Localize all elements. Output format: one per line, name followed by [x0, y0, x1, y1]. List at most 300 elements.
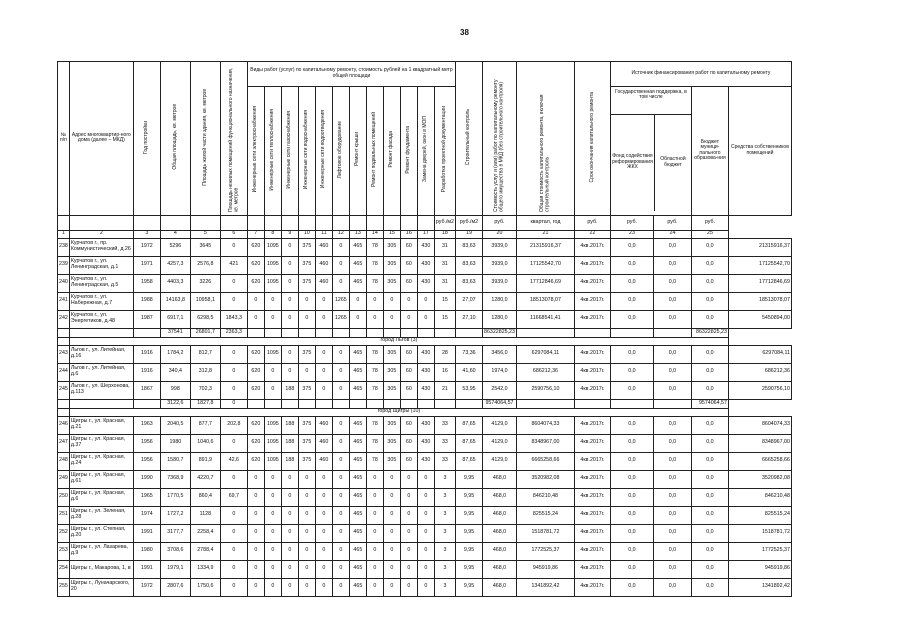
table-cell: 0,0 — [653, 542, 691, 560]
table-cell: 4129,0 — [483, 452, 517, 470]
table-cell: 0 — [247, 560, 264, 578]
group-spacer — [58, 337, 70, 345]
subtotal-cell — [610, 399, 653, 408]
table-cell: 465 — [349, 381, 366, 399]
table-cell: 0 — [417, 488, 434, 506]
subtotal-cell — [400, 399, 417, 408]
table-cell: 0,0 — [610, 560, 653, 578]
table-cell: 0 — [366, 292, 383, 310]
table-cell: 0 — [366, 310, 383, 328]
table-cell: 0 — [264, 310, 281, 328]
subtotal-cell — [366, 399, 383, 408]
table-cell: 0,0 — [653, 238, 691, 256]
table-cell: 305 — [383, 363, 400, 381]
table-cell: 1987 — [133, 310, 160, 328]
table-cell: 247 — [58, 434, 70, 452]
subtotal-cell — [332, 399, 349, 408]
table-cell: 3520982,08 — [516, 470, 574, 488]
table-cell: 7368,9 — [160, 470, 190, 488]
table-cell: 620 — [247, 416, 264, 434]
table-cell: 42,6 — [220, 452, 247, 470]
column-number: 11 — [315, 230, 332, 238]
column-number: 3 — [133, 230, 160, 238]
table-cell: 0,0 — [610, 452, 653, 470]
table-cell: 254 — [58, 560, 70, 578]
table-cell: 0 — [298, 292, 315, 310]
table-cell: 1040,6 — [190, 434, 220, 452]
column-number: 20 — [483, 230, 517, 238]
table-row — [58, 256, 792, 274]
address-cell: Льгов г., ул. Литейная, д.16 — [69, 345, 133, 363]
subtotal-cell — [349, 399, 366, 408]
table-cell: 16 — [434, 363, 455, 381]
group-heading: город Льгов (3) — [69, 337, 728, 345]
subtotal-cell — [434, 399, 455, 408]
table-cell: 78 — [366, 452, 383, 470]
table-cell: 250 — [58, 488, 70, 506]
table-cell: 375 — [298, 238, 315, 256]
table-cell: 0,0 — [653, 560, 691, 578]
table-cell: 0 — [298, 542, 315, 560]
table-cell: 1095 — [264, 274, 281, 292]
table-cell: 0 — [417, 578, 434, 596]
table-cell: 468,0 — [483, 506, 517, 524]
table-cell: 686212,36 — [516, 363, 574, 381]
table-cell: 0 — [332, 506, 349, 524]
table-cell: 188 — [281, 381, 298, 399]
table-cell: 17125542,70 — [728, 256, 791, 274]
table-cell: 60 — [400, 345, 417, 363]
header-total-area: Общая площадь, кв. метров — [160, 62, 190, 216]
table-cell: 15 — [434, 292, 455, 310]
table-cell: 6298,5 — [190, 310, 220, 328]
table-cell: 1772525,37 — [728, 542, 791, 560]
table-cell: 0 — [298, 578, 315, 596]
table-cell: 465 — [349, 416, 366, 434]
table-cell: 0 — [298, 310, 315, 328]
subtotal-cell — [315, 328, 332, 337]
table-cell: 0,0 — [691, 274, 728, 292]
table-row — [58, 434, 792, 452]
table-cell: 245 — [58, 381, 70, 399]
column-number: 7 — [247, 230, 264, 238]
table-cell: 465 — [349, 488, 366, 506]
subtotal-cell — [574, 399, 610, 408]
column-number: 16 — [400, 230, 417, 238]
table-cell: 0 — [281, 310, 298, 328]
table-cell: 248 — [58, 452, 70, 470]
table-cell: 53,95 — [456, 381, 483, 399]
table-cell: 1916 — [133, 363, 160, 381]
table-cell: 3708,6 — [160, 542, 190, 560]
subtotal-cell: 1827,8 — [190, 399, 220, 408]
units-cell — [366, 215, 383, 230]
table-cell: 945919,86 — [728, 560, 791, 578]
table-cell: 31 — [434, 274, 455, 292]
table-cell: 78 — [366, 416, 383, 434]
units-cell — [160, 215, 190, 230]
subtotal-cell — [58, 328, 70, 337]
table-cell: 0 — [366, 524, 383, 542]
table-cell: 846210,48 — [516, 488, 574, 506]
table-cell: 60 — [400, 416, 417, 434]
table-cell: 3939,0 — [483, 274, 517, 292]
table-cell: 305 — [383, 416, 400, 434]
table-cell: 0 — [264, 578, 281, 596]
table-row — [58, 292, 792, 310]
subtotal-cell: 86322825,23 — [483, 328, 517, 337]
table-cell: 0,0 — [653, 310, 691, 328]
table-cell: 0,0 — [691, 238, 728, 256]
table-cell: 1956 — [133, 434, 160, 452]
subtotal-cell — [315, 399, 332, 408]
table-cell: 1916 — [133, 345, 160, 363]
table-cell: 877,7 — [190, 416, 220, 434]
table-cell: 1974,0 — [483, 363, 517, 381]
table-cell: 0 — [264, 542, 281, 560]
table-cell: 252 — [58, 524, 70, 542]
table-cell: 468,0 — [483, 524, 517, 542]
table-cell: 0,0 — [691, 310, 728, 328]
table-cell: 0 — [366, 542, 383, 560]
table-cell: 60 — [400, 434, 417, 452]
table-cell: 0 — [247, 488, 264, 506]
table-cell: 0 — [417, 470, 434, 488]
units-cell — [133, 215, 160, 230]
table-cell: 4кв.2017г. — [574, 256, 610, 274]
table-row — [58, 470, 792, 488]
subtotal-cell — [516, 328, 574, 337]
address-cell: Курчатов г., ул. Набережная, д.7 — [69, 292, 133, 310]
table-cell: 0 — [400, 310, 417, 328]
column-number: 18 — [434, 230, 455, 238]
table-cell: 421 — [220, 256, 247, 274]
table-cell: 1580,7 — [160, 452, 190, 470]
column-number: 13 — [349, 230, 366, 238]
table-cell: 0,0 — [691, 560, 728, 578]
table-cell: 1265 — [332, 292, 349, 310]
header-work-2: Инженерные сети теплоснабжения — [264, 86, 281, 215]
table-cell: 860,4 — [190, 488, 220, 506]
units-cell: руб./м2 — [434, 215, 455, 230]
table-cell: 0 — [281, 578, 298, 596]
table-cell: 4кв.2017г. — [574, 238, 610, 256]
table-cell: 8604074,33 — [516, 416, 574, 434]
units-cell — [315, 215, 332, 230]
table-cell: 3226 — [190, 274, 220, 292]
table-cell: 240 — [58, 274, 70, 292]
table-cell: 0 — [332, 381, 349, 399]
table-cell: 1980 — [160, 434, 190, 452]
table-cell: 0 — [332, 560, 349, 578]
table-cell: 0 — [366, 470, 383, 488]
header-year: Год постройки — [133, 62, 160, 216]
subtotal-cell — [349, 328, 366, 337]
units-cell — [58, 215, 70, 230]
table-cell: 0 — [298, 470, 315, 488]
table-cell: 33 — [434, 416, 455, 434]
units-cell: руб. — [610, 215, 653, 230]
table-cell: 0 — [366, 578, 383, 596]
table-cell: 0,0 — [610, 381, 653, 399]
table-cell: 0,0 — [610, 363, 653, 381]
table-cell: 3 — [434, 488, 455, 506]
table-cell: 846210,48 — [728, 488, 791, 506]
table-cell: 0,0 — [653, 488, 691, 506]
table-cell: 2590756,10 — [516, 381, 574, 399]
table-cell: 312,8 — [190, 363, 220, 381]
table-cell: 0 — [383, 524, 400, 542]
table-cell: 430 — [417, 452, 434, 470]
table-cell: 0 — [332, 470, 349, 488]
table-row — [58, 310, 792, 328]
table-cell: 998 — [160, 381, 190, 399]
table-cell: 78 — [366, 238, 383, 256]
address-cell: Щигры г., ул. Красная, д.61 — [69, 470, 133, 488]
table-cell: 4кв.2017г. — [574, 506, 610, 524]
table-cell: 188 — [281, 416, 298, 434]
table-cell: 465 — [349, 470, 366, 488]
table-cell: 4кв.2017г. — [574, 524, 610, 542]
table-cell: 0 — [281, 470, 298, 488]
subtotal-cell — [298, 399, 315, 408]
table-cell: 2576,8 — [190, 256, 220, 274]
table-cell: 60 — [400, 381, 417, 399]
table-cell: 0 — [349, 310, 366, 328]
table-cell: 1334,9 — [190, 560, 220, 578]
table-cell: 0 — [417, 292, 434, 310]
table-cell: 0,0 — [691, 381, 728, 399]
table-row — [58, 274, 792, 292]
address-cell: Щигры г., ул. Красная, д.21 — [69, 416, 133, 434]
table-cell: 0 — [332, 363, 349, 381]
table-cell: 238 — [58, 238, 70, 256]
table-cell: 0,0 — [653, 434, 691, 452]
units-cell: квартал, год — [516, 215, 574, 230]
header-construction-control: Строительный контроль — [456, 62, 483, 216]
table-cell: 0,0 — [610, 274, 653, 292]
table-cell: 3 — [434, 524, 455, 542]
table-cell: 6917,1 — [160, 310, 190, 328]
column-number: 15 — [383, 230, 400, 238]
table-cell: 1980 — [133, 542, 160, 560]
column-number: 1 — [58, 230, 70, 238]
group-heading: город Щигры (10) — [69, 408, 728, 416]
table-cell: 1958 — [133, 274, 160, 292]
table-cell: 0 — [366, 506, 383, 524]
table-cell: 4кв.2017г. — [574, 345, 610, 363]
table-cell: 1095 — [264, 345, 281, 363]
table-row — [58, 416, 792, 434]
table-cell: 0 — [332, 452, 349, 470]
subtotal-cell — [653, 399, 691, 408]
table-cell: 4кв.2017г. — [574, 452, 610, 470]
table-cell: 686212,36 — [728, 363, 791, 381]
table-cell: 0,0 — [691, 452, 728, 470]
table-cell: 0 — [247, 470, 264, 488]
table-cell: 1750,6 — [190, 578, 220, 596]
capital-repair-table — [57, 61, 792, 597]
table-cell: 73,36 — [456, 345, 483, 363]
table-row — [58, 452, 792, 470]
table-cell: 242 — [58, 310, 70, 328]
table-cell: 9,95 — [456, 578, 483, 596]
table-cell: 0 — [247, 506, 264, 524]
header-work-3: Инженерные сети газоснабжения — [281, 86, 298, 215]
table-cell: 243 — [58, 345, 70, 363]
subtotal-cell — [400, 328, 417, 337]
subtotal-cell: 37541 — [160, 328, 190, 337]
table-cell: 0 — [400, 542, 417, 560]
column-number: 10 — [298, 230, 315, 238]
subtotal-cell — [383, 328, 400, 337]
table-cell: 0 — [315, 345, 332, 363]
table-cell: 468,0 — [483, 578, 517, 596]
table-cell: 4129,0 — [483, 416, 517, 434]
table-cell: 0 — [383, 542, 400, 560]
header-state-support-label: Государственная поддержка, в том числе — [611, 87, 691, 115]
units-cell — [281, 215, 298, 230]
page-number: 38 — [460, 28, 469, 37]
table-cell: 0 — [220, 345, 247, 363]
table-cell: 8348967,00 — [516, 434, 574, 452]
table-cell: 83,63 — [456, 274, 483, 292]
column-number: 9 — [281, 230, 298, 238]
table-cell: 21315916,37 — [516, 238, 574, 256]
table-cell: 468,0 — [483, 470, 517, 488]
table-cell: 4кв.2017г. — [574, 363, 610, 381]
column-number: 25 — [691, 230, 728, 238]
table-cell: 0,0 — [610, 524, 653, 542]
subtotal-cell — [417, 328, 434, 337]
subtotal-cell — [69, 328, 133, 337]
table-cell: 430 — [417, 256, 434, 274]
table-cell: 0,0 — [653, 452, 691, 470]
table-cell: 17712846,69 — [516, 274, 574, 292]
table-cell: 0 — [383, 310, 400, 328]
table-cell: 0 — [247, 310, 264, 328]
header-total-cost: Общая стоимость капитального ремонта, включая строительный контроль — [516, 62, 574, 216]
header-unit-cost: Стоимость услуг и (или) работ по капитальному ремонту общего имущества в МКД (без строительного контроля) — [483, 62, 517, 216]
address-cell: Льгов г., ул. Шерхонова, д.113 — [69, 381, 133, 399]
subtotal-cell: 26801,7 — [190, 328, 220, 337]
table-cell: 6665258,66 — [516, 452, 574, 470]
units-cell: руб. — [483, 215, 517, 230]
table-cell: 305 — [383, 452, 400, 470]
header-work-9: Ремонт фасада — [383, 86, 400, 215]
subtotal-cell — [417, 399, 434, 408]
table-cell: 460 — [315, 416, 332, 434]
table-cell: 4кв.2017г. — [574, 381, 610, 399]
table-cell: 0 — [383, 578, 400, 596]
table-cell: 0,0 — [653, 524, 691, 542]
group-spacer — [58, 408, 70, 416]
table-cell: 0 — [281, 488, 298, 506]
table-cell: 1128 — [190, 506, 220, 524]
table-cell: 620 — [247, 363, 264, 381]
header-living-area: Площадь жилой части здания, кв. метров — [190, 62, 220, 216]
table-cell: 0 — [220, 434, 247, 452]
table-cell: 702,3 — [190, 381, 220, 399]
subtotal-cell — [298, 328, 315, 337]
table-cell: 0 — [315, 381, 332, 399]
column-number: 22 — [574, 230, 610, 238]
table-cell: 1095 — [264, 256, 281, 274]
table-cell: 0 — [264, 488, 281, 506]
subtotal-cell — [653, 328, 691, 337]
table-cell: 0,0 — [610, 416, 653, 434]
table-cell: 0 — [332, 274, 349, 292]
table-cell: 87,65 — [456, 434, 483, 452]
table-cell: 0 — [281, 542, 298, 560]
table-row — [58, 578, 792, 596]
table-cell: 0 — [247, 524, 264, 542]
units-cell — [400, 215, 417, 230]
table-cell: 375 — [298, 274, 315, 292]
table-cell: 305 — [383, 256, 400, 274]
units-cell: руб. — [691, 215, 728, 230]
header-address: Адрес многоквартир-ного дома (далее – МКД) — [69, 62, 133, 216]
table-cell: 10958,1 — [190, 292, 220, 310]
table-cell: 0 — [298, 506, 315, 524]
address-cell: Щигры г., ул. Степная, д.20 — [69, 524, 133, 542]
table-cell: 0 — [332, 542, 349, 560]
table-cell: 33 — [434, 452, 455, 470]
table-cell: 0,0 — [653, 416, 691, 434]
table-cell: 0,0 — [610, 578, 653, 596]
table-cell: 891,9 — [190, 452, 220, 470]
units-cell — [298, 215, 315, 230]
column-number: 21 — [516, 230, 574, 238]
table-cell: 3456,0 — [483, 345, 517, 363]
table-cell: 305 — [383, 381, 400, 399]
table-cell: 620 — [247, 381, 264, 399]
header-work-4: Инженерные сети водоснабжения — [298, 86, 315, 215]
table-cell: 69,7 — [220, 488, 247, 506]
table-cell: 188 — [281, 434, 298, 452]
units-cell — [264, 215, 281, 230]
table-cell: 4кв.2017г. — [574, 434, 610, 452]
table-cell: 9,95 — [456, 470, 483, 488]
table-cell: 468,0 — [483, 488, 517, 506]
column-number: 19 — [456, 230, 483, 238]
table-cell: 305 — [383, 238, 400, 256]
table-cell: 3939,0 — [483, 238, 517, 256]
table-row — [58, 363, 792, 381]
table-cell: 375 — [298, 416, 315, 434]
table-cell: 0 — [281, 274, 298, 292]
header-work-11: Замена дверей, окон в МОП — [417, 86, 434, 215]
column-number: 12 — [332, 230, 349, 238]
header-works-group: Виды работ (услуг) по капитальному ремонту, стоимость рублей на 1 квадратный метр общей площади — [247, 62, 455, 87]
table-cell: 0 — [220, 363, 247, 381]
table-cell: 620 — [247, 238, 264, 256]
table-cell: 0,0 — [610, 542, 653, 560]
table-cell: 0 — [264, 506, 281, 524]
header-owners: Средства собственников помещений — [728, 86, 791, 215]
column-number: 14 — [366, 230, 383, 238]
table-cell: 460 — [315, 274, 332, 292]
table-cell: 0 — [315, 292, 332, 310]
table-cell: 0 — [220, 578, 247, 596]
table-cell: 41,60 — [456, 363, 483, 381]
table-cell: 3520982,08 — [728, 470, 791, 488]
table-cell: 0 — [281, 560, 298, 578]
table-cell: 2258,4 — [190, 524, 220, 542]
table-row — [58, 524, 792, 542]
table-cell: 0 — [315, 506, 332, 524]
table-cell: 0 — [298, 524, 315, 542]
